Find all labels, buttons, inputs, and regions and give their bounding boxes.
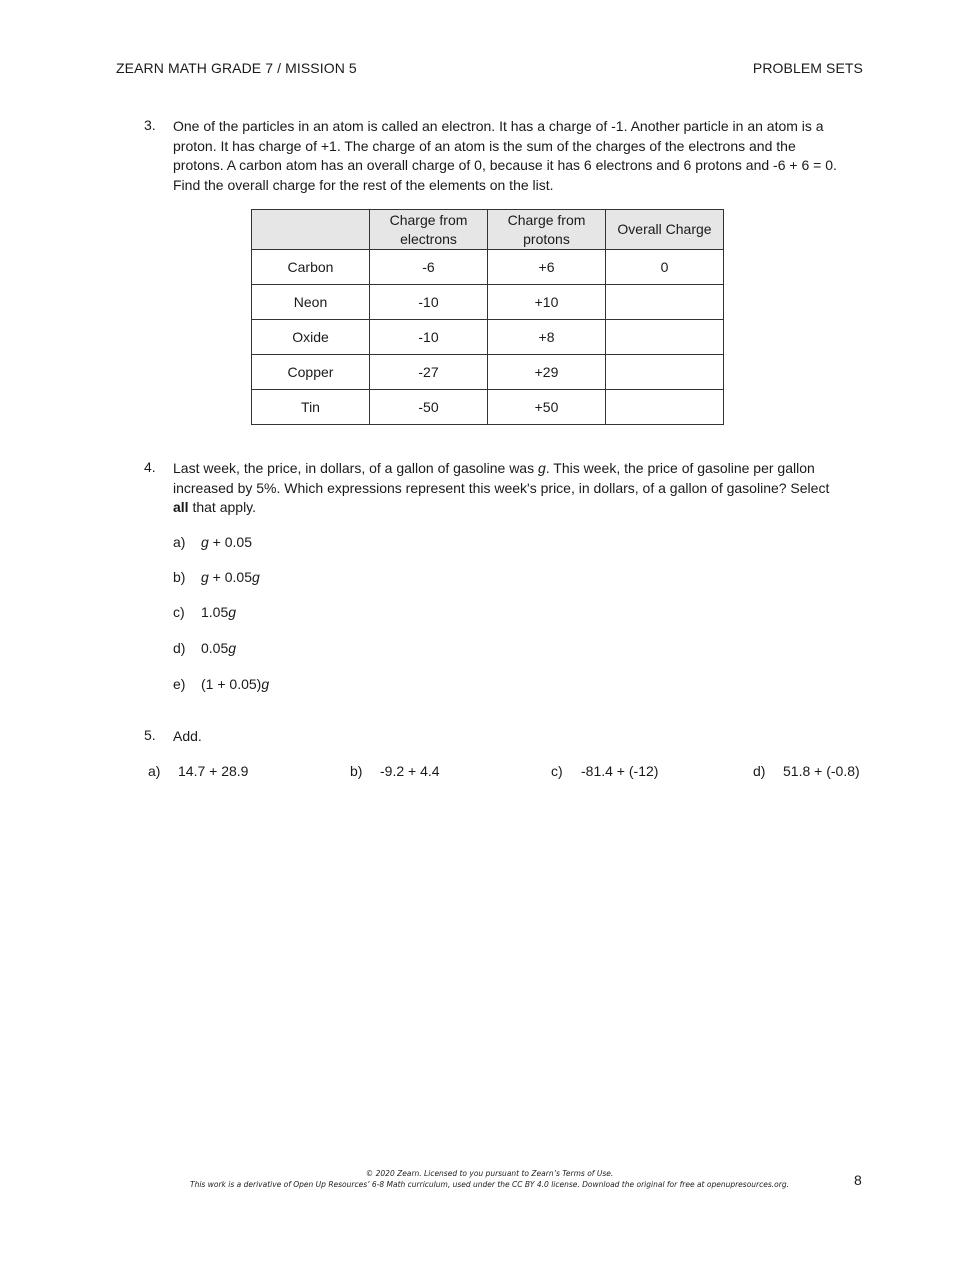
charge-table <box>251 209 724 425</box>
table-cell: 0 <box>606 250 724 285</box>
table-cell: Carbon <box>252 250 370 285</box>
option-a[interactable] <box>173 534 252 550</box>
table-header-cell <box>370 210 488 250</box>
sum-expression: -9.2 + 4.4 <box>380 763 440 779</box>
table-cell: Copper <box>252 355 370 390</box>
option-label: d) <box>173 640 186 656</box>
question-5-text: Add. <box>173 728 202 744</box>
table-row <box>252 320 724 355</box>
option-label: b) <box>173 569 186 585</box>
question-4-line <box>173 459 873 479</box>
table-cell: -50 <box>370 390 488 425</box>
option-variable: g <box>201 569 209 585</box>
option-text: + 0.05 <box>208 534 252 550</box>
table-cell-answer[interactable] <box>606 285 724 320</box>
table-row <box>252 390 724 425</box>
question-5-number: 5. <box>144 727 156 743</box>
table-cell: Tin <box>252 390 370 425</box>
table-header-cell <box>488 210 606 250</box>
footer-line: © 2020 Zearn. Licensed to you pursuant to Zearn’s Terms of Use. <box>365 1169 614 1178</box>
sum-label: b) <box>350 763 363 779</box>
question-3-number: 3. <box>144 117 156 133</box>
table-cell: Neon <box>252 285 370 320</box>
sum-label: c) <box>551 763 563 779</box>
table-cell-answer[interactable] <box>606 355 724 390</box>
q4-variable: g <box>537 460 546 476</box>
header-protons: Charge from protons <box>507 211 586 247</box>
table-cell: -10 <box>370 285 488 320</box>
option-label: c) <box>173 604 185 620</box>
option-d[interactable] <box>173 640 236 656</box>
question-3-line: protons. A carbon atom has an overall charge of 0, because it has 6 electrons and 6 protons and -6 + 6 = 0. <box>173 157 837 173</box>
header-electrons: Charge from electrons <box>389 211 468 247</box>
header-title: ZEARN MATH GRADE 7 / MISSION 5 <box>116 60 357 76</box>
table-row <box>252 355 724 390</box>
table-cell-answer[interactable] <box>606 390 724 425</box>
table-row <box>252 250 724 285</box>
question-4-line <box>173 498 873 518</box>
option-e[interactable] <box>173 676 269 692</box>
question-3-line: proton. It has charge of +1. The charge of an atom is the sum of the charges of the electrons and the <box>173 137 796 154</box>
question-3-text <box>173 117 873 195</box>
table-cell: +8 <box>488 320 606 355</box>
table-header-row <box>252 210 724 250</box>
table-header-cell <box>252 210 370 250</box>
question-4-number: 4. <box>144 459 156 475</box>
table-cell: +50 <box>488 390 606 425</box>
question-4-line: increased by 5%. Which expressions represent this week's price, in dollars, of a gallon of gasoline? Select <box>173 479 830 496</box>
table-row <box>252 285 724 320</box>
footer-license <box>150 1168 829 1190</box>
table-cell: +10 <box>488 285 606 320</box>
table-header-cell: Overall Charge <box>606 210 724 250</box>
table-cell: -10 <box>370 320 488 355</box>
option-label: a) <box>173 534 186 550</box>
q4-text-part: that apply. <box>188 499 257 515</box>
option-text: (1 + 0.05) <box>201 676 262 692</box>
option-c[interactable] <box>173 604 236 620</box>
sum-expression: 14.7 + 28.9 <box>178 763 249 779</box>
question-4-text <box>173 459 873 518</box>
table-cell: +29 <box>488 355 606 390</box>
table-cell: +6 <box>488 250 606 285</box>
sum-label: a) <box>148 763 161 779</box>
sum-expression: 51.8 + (-0.8) <box>783 763 860 779</box>
header-section: PROBLEM SETS <box>752 60 863 76</box>
question-3-line: Find the overall charge for the rest of the elements on the list. <box>173 176 554 193</box>
sum-item-a <box>148 763 248 779</box>
sum-expression: -81.4 + (-12) <box>581 763 659 779</box>
option-text: 1.05 <box>201 604 229 620</box>
option-text: + 0.05 <box>208 569 252 585</box>
sum-item-d <box>753 763 860 779</box>
question-3-line: One of the particles in an atom is called an electron. It has a charge of -1. Another particle in an atom is a <box>173 118 824 134</box>
option-variable: g <box>228 604 237 620</box>
option-variable: g <box>261 676 270 692</box>
option-text: 0.05 <box>201 640 229 656</box>
sum-label: d) <box>753 763 766 779</box>
footer-line: This work is a derivative of Open Up Resources’ 6-8 Math curriculum, used under the CC BY 4.0 license. Download the original for free at openupresources.org. <box>190 1180 789 1189</box>
option-variable: g <box>228 640 237 656</box>
q4-emphasis: all <box>173 499 189 515</box>
table-cell: -27 <box>370 355 488 390</box>
table-cell: -6 <box>370 250 488 285</box>
option-variable: g <box>252 569 260 585</box>
q4-text-part: Last week, the price, in dollars, of a gallon of gasoline was <box>173 460 538 476</box>
option-label: e) <box>173 676 186 692</box>
option-variable: g <box>201 534 209 550</box>
table-cell: Oxide <box>252 320 370 355</box>
sum-item-b <box>350 763 440 779</box>
sum-item-c <box>551 763 658 779</box>
option-b[interactable] <box>173 569 260 585</box>
q4-text-part: . This week, the price of gasoline per gallon <box>545 460 815 476</box>
page-number: 8 <box>854 1172 862 1188</box>
table-cell-answer[interactable] <box>606 320 724 355</box>
